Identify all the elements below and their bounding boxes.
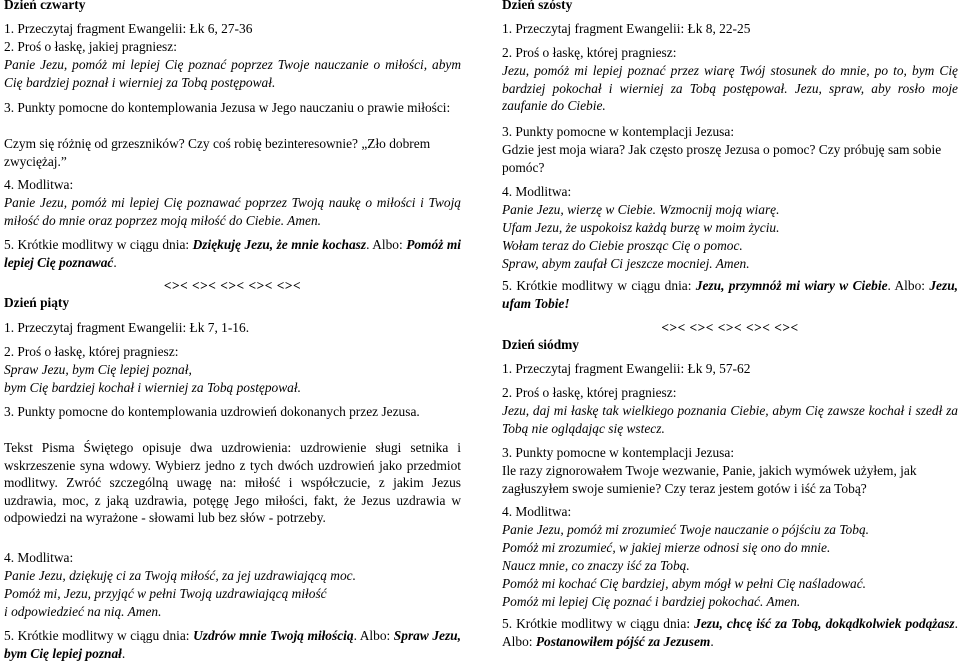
day5-step4-heading: 4. Modlitwa: [4,550,74,565]
day6-step3-heading: 3. Punkty pomocne w kontemplacji Jezusa: [502,124,735,139]
day7-step4-prayer-line4: Pomóż mi kochać Cię bardziej, abym mógł w pełni Cię naśladować. [502,576,866,591]
day5-step2-heading: 2. Proś o łaskę, której pragniesz: [4,344,179,359]
day6-step3-points: Gdzie jest moja wiara? Jak często proszę Jezusa o pomoc? Czy próbuję sam sobie pomóc? [502,142,942,175]
day5-step2-grace-line2: bym Cię bardziej kochał i wierniej za Tobą postępował. [4,380,301,395]
day5-step4-prayer-line1: Panie Jezu, dziękuję ci za Twoją miłość, za jej uzdrawiającą moc. [4,568,356,583]
day7-step2-grace: Jezu, daj mi łaskę tak wielkiego poznania Ciebie, abym Cię zawsze kochał i szedł za Tobą nie oglądając się wstecz. [502,403,958,436]
day5-step2-grace-line1: Spraw Jezu, bym Cię lepiej poznał, [4,362,192,377]
day4-step1: 1. Przeczytaj fragment Ewangelii: Łk 6, 27-36 [4,21,253,36]
section-separator-left: <>< <>< <>< <>< <>< [163,278,302,293]
day7-step4-prayer-line3: Naucz mnie, co znaczy iść za Tobą. [502,558,690,573]
day5-step4-prayer-line2: Pomóż mi, Jezu, przyjąć w pełni Twoją uzdrawiającą miłość [4,586,327,601]
day4-step3-points: Czym się różnię od grzeszników? Czy coś robię bezinteresownie? „Zło dobrem zwyciężaj.” [4,136,431,169]
day7-step5-short-prayers: 5. Krótkie modlitwy w ciągu dnia: Jezu, chcę iść za Tobą, dokądkolwiek podążasz. Albo: Postanowiłem pójść za Jezusem. [502,616,958,649]
day5-step5-short-prayers: 5. Krótkie modlitwy w ciągu dnia: Uzdrów mnie Twoją miłością. Albo: Spraw Jezu, bym Cię lepiej poznał. [4,628,461,661]
day7-step4-prayer-line1: Panie Jezu, pomóż mi zrozumieć Twoje nauczanie o pójściu za Tobą. [502,522,869,537]
day7-step4-prayer-line2: Pomóż mi zrozumieć, w jakiej mierze odnosi się ono do mnie. [502,540,831,555]
day6-step4-prayer-line3: Wołam teraz do Ciebie prosząc Cię o pomoc. [502,238,743,253]
day6-title: Dzień szósty [502,0,573,12]
day7-step4-prayer-line5: Pomóż mi lepiej Cię poznać i bardziej pokochać. Amen. [502,594,801,609]
day4-step2-heading: 2. Proś o łaskę, jakiej pragniesz: [4,39,177,54]
day4-step2-grace: Panie Jezu, pomóż mi lepiej Cię poznać poprzez Twoje nauczanie o miłości, abym Cię bardziej poznał i wierniej za Tobą postępował. [4,57,461,90]
day6-step4-prayer-line1: Panie Jezu, wierzę w Ciebie. Wzmocnij moją wiarę. [502,202,780,217]
day4-step4-heading: 4. Modlitwa: [4,177,74,192]
day7-step2-heading: 2. Proś o łaskę, której pragniesz: [502,385,677,400]
day6-step4-prayer-line4: Spraw, abym zaufał Ci jeszcze mocniej. Amen. [502,256,750,271]
day5-step3-heading: 3. Punkty pomocne do kontemplowania uzdrowień dokonanych przez Jezusa. [4,404,420,419]
day4-step5-short-prayers: 5. Krótkie modlitwy w ciągu dnia: Dziękuję Jezu, że mnie kochasz. Albo: Pomóż mi lepiej Cię poznawać. [4,237,462,270]
day5-title: Dzień piąty [4,295,70,310]
day7-step3-points: Ile razy zignorowałem Twoje wezwanie, Panie, jakich wymówek użyłem, jak zagłuszyłem swoje sumienie? Czy teraz jestem gotów i iść za Tobą? [502,463,917,496]
day7-step1: 1. Przeczytaj fragment Ewangelii: Łk 9, 57-62 [502,361,751,376]
day6-step5-short-prayers: 5. Krótkie modlitwy w ciągu dnia: Jezu, przymnóż mi wiary w Ciebie. Albo: Jezu, ufam Tobie! [502,278,958,311]
day7-title: Dzień siódmy [502,337,579,352]
day6-step2-grace: Jezu, pomóż mi lepiej poznać przez wiarę Twój stosunek do mnie, po to, bym Cię bardziej pokochał i wierniej za Tobą postępował. Jezu, spraw, aby rosło moje zaufanie do Ciebie. [502,63,958,114]
day7-step4-heading: 4. Modlitwa: [502,504,572,519]
day4-title: Dzień czwarty [4,0,86,12]
section-separator-right: <>< <>< <>< <>< <>< [661,320,799,335]
day5-step1: 1. Przeczytaj fragment Ewangelii: Łk 7, 1-16. [4,320,250,335]
day4-step3-heading: 3. Punkty pomocne do kontemplowania Jezusa w Jego nauczaniu o prawie miłości: [4,100,451,115]
day6-step2-heading: 2. Proś o łaskę, której pragniesz: [502,45,677,60]
day6-step4-prayer-line2: Ufam Jezu, że uspokoisz każdą burzę w moim życiu. [502,220,780,235]
day6-step1: 1. Przeczytaj fragment Ewangelii: Łk 8, 22-25 [502,21,751,36]
day7-step3-heading: 3. Punkty pomocne w kontemplacji Jezusa: [502,445,735,460]
day4-step4-prayer: Panie Jezu, pomóż mi lepiej Cię poznawać poprzez Twoją naukę o miłości i Twoją miłość do mnie oraz poprzez moją miłość do Ciebie. Amen. [4,195,461,228]
day5-step4-prayer-line3: i odpowiedzieć na nią. Amen. [4,604,162,619]
day5-step3-points: Tekst Pisma Świętego opisuje dwa uzdrowienia: uzdrowienie sługi setnika i wskrzeszenie syna wdowy. Wybierz jedno z tych dwóch uzdrowień jako przedmiot modlitwy. Zwróć szczególną uwagę na: miłość i współczucie, z jakim Jezus uzdrawia, moc, z jaką uzdrawia, potęgę Jego miłości, fakt, że Jezus uzdrawia w odpowiedzi na wyrażone - słowami lub bez słów - potrzeby. [4,440,461,526]
day6-step4-heading: 4. Modlitwa: [502,184,572,199]
